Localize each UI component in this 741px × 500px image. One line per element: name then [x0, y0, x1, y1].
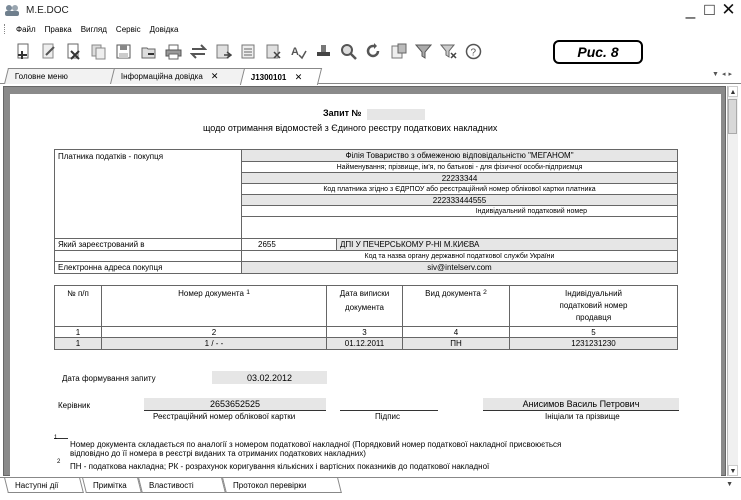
footnote-1-line-1: Номер документа складається по аналогії з номером податкової накладної (Порядковий номер податкової накладної присвоюється	[70, 440, 562, 449]
window-controls	[682, 0, 737, 20]
new-document-icon[interactable]	[14, 42, 33, 61]
head-label: Керівник	[58, 401, 90, 410]
search-icon[interactable]	[339, 42, 358, 61]
spellcheck-icon[interactable]	[289, 42, 308, 61]
row-doc-num[interactable]: 1 / - -	[101, 337, 327, 350]
form-date-label: Дата формування запиту	[62, 374, 156, 383]
col-header-date	[326, 285, 403, 327]
authority-caption: Код та назва органу державної податкової служби України	[241, 250, 678, 262]
print-icon[interactable]	[164, 42, 183, 61]
row-date[interactable]: 01.12.2011	[326, 337, 403, 350]
row-ipn[interactable]: 1231231230	[509, 337, 678, 350]
edrpou-caption: Код платника згідно з ЄДРПОУ або реєстраційний номер облікової картки платника	[241, 183, 678, 195]
tab-navigation[interactable]: ▼◂▸	[712, 71, 735, 78]
delete-document-icon[interactable]	[64, 42, 83, 61]
document-viewport	[3, 86, 726, 476]
request-title: Запит №	[323, 108, 362, 118]
edit-document-icon[interactable]	[39, 42, 58, 61]
close-tab-icon[interactable]: ✕	[294, 71, 303, 82]
ipn-caption: Індивідуальний податковий номер	[241, 205, 678, 217]
head-name-field[interactable]: Анисимов Василь Петрович	[483, 398, 679, 410]
signature-caption: Підпис	[375, 412, 400, 421]
footnote-2: ПН - податкова накладна; РК - розрахунок коригування кількісних і вартісних показників до податкової накладної	[70, 462, 490, 471]
underline	[483, 410, 679, 411]
tab-info-reference[interactable]	[110, 68, 248, 84]
header-text: продавця	[575, 313, 612, 322]
footnote-ref: 2	[483, 289, 487, 296]
app-icon	[4, 3, 20, 17]
header-text: Дата виписки	[339, 289, 390, 298]
document-tabs	[0, 66, 741, 84]
figure-label: Рис. 8	[553, 40, 643, 64]
scroll-down-icon[interactable]: ▼	[728, 465, 738, 476]
tab-label: Наступні дії	[14, 480, 59, 490]
registered-label: Який зареєстрований в	[54, 238, 242, 251]
header-text: Індивідуальний	[564, 289, 623, 298]
export-icon[interactable]	[389, 42, 408, 61]
maximize-button[interactable]: □	[704, 0, 715, 19]
request-subtitle: щодо отримання відомостей з Єдиного реєстру податкових накладних	[203, 123, 498, 133]
document-page	[10, 94, 721, 477]
row-type[interactable]: ПН	[402, 337, 510, 350]
footnote-1-line-2: відповідно до її номера в реєстрі виданих та отриманих податкових накладних)	[70, 449, 366, 458]
tab-next-actions[interactable]	[4, 478, 84, 493]
tab-label: Протокол перевірки	[232, 480, 307, 490]
help-icon[interactable]	[464, 42, 483, 61]
menu-file[interactable]: Файл	[16, 24, 36, 34]
scroll-up-icon[interactable]: ▲	[728, 86, 738, 97]
header-text: документа	[344, 303, 384, 312]
menu-view[interactable]: Вигляд	[80, 24, 107, 34]
col-number: 4	[402, 326, 510, 338]
email-label: Електронна адреса покупця	[54, 261, 242, 274]
menu-grip	[4, 24, 7, 34]
tab-properties[interactable]	[138, 478, 226, 493]
authority-name-field[interactable]: ДПІ У ПЕЧЕРСЬКОМУ Р-НІ М.КИЄВА	[336, 238, 678, 251]
row-num: 1	[54, 337, 102, 350]
col-header-doc-num	[101, 285, 327, 327]
signature-line	[340, 410, 438, 411]
sign-icon[interactable]	[214, 42, 233, 61]
stamp-icon[interactable]	[314, 42, 333, 61]
edrpou-field[interactable]: 22233344	[241, 172, 678, 184]
tab-label: Примітка	[92, 480, 127, 490]
list-icon[interactable]	[239, 42, 258, 61]
clear-filter-icon[interactable]	[439, 42, 458, 61]
col-header-type	[402, 285, 510, 327]
col-number: 3	[326, 326, 403, 338]
head-card-caption: Реєстраційний номер облікової картки	[153, 412, 296, 421]
tab-check-protocol[interactable]	[222, 478, 342, 493]
close-button[interactable]: ✕	[721, 0, 736, 19]
menu-help[interactable]: Довідка	[149, 24, 179, 34]
refresh-icon[interactable]	[364, 42, 383, 61]
col-number: 1	[54, 326, 102, 338]
header-text: Вид документа	[425, 289, 481, 298]
copy-icon[interactable]	[89, 42, 108, 61]
open-icon[interactable]	[139, 42, 158, 61]
header-text: Номер документа	[178, 289, 244, 298]
ipn-field[interactable]: 222333444555	[241, 194, 678, 206]
bottom-panel-dropdown-icon[interactable]: ▼	[726, 481, 733, 488]
col-header-num: № п/п	[54, 285, 102, 327]
buyer-label: Платника податків - покупця	[54, 149, 242, 239]
menu-bar	[0, 22, 741, 36]
underline	[144, 410, 326, 411]
buyer-name-field[interactable]: Філія Товариство з обмеженою відповідальністю "МЕГАНОМ"	[241, 149, 678, 162]
svg-text:A: A	[291, 45, 299, 58]
filter-icon[interactable]	[414, 42, 433, 61]
tab-label: Властивості	[148, 480, 194, 490]
footnote-ref: 1	[246, 289, 250, 296]
col-header-ipn	[509, 285, 678, 327]
title-bar	[0, 0, 741, 20]
svg-text:?: ?	[470, 47, 477, 58]
scroll-thumb[interactable]	[728, 99, 737, 134]
tab-main-menu[interactable]	[4, 68, 116, 84]
head-name-caption: Ініціали та прізвище	[545, 412, 620, 421]
head-card-field[interactable]: 2653652525	[144, 398, 326, 410]
bottom-panel-tabs	[0, 477, 741, 494]
close-tab-icon[interactable]: ✕	[210, 71, 219, 81]
unsign-icon[interactable]	[264, 42, 283, 61]
window-title: M.E.DOC	[26, 4, 69, 16]
tab-note[interactable]	[82, 478, 142, 493]
footnote-mark: 1	[54, 435, 58, 441]
menu-edit[interactable]: Правка	[44, 24, 72, 34]
tab-j1300101[interactable]	[240, 68, 322, 85]
buyer-name-caption: Найменування; прізвище, ім'я, по батькові - для фізичної особи-підприємця	[241, 161, 678, 173]
save-icon[interactable]	[114, 42, 133, 61]
tab-label: Головне меню	[14, 72, 68, 81]
vertical-scrollbar[interactable]	[727, 86, 738, 476]
authority-code-field[interactable]: 2655	[241, 238, 337, 251]
col-number: 2	[101, 326, 327, 338]
send-icon[interactable]	[189, 42, 208, 61]
header-text: податковий номер	[559, 301, 628, 310]
footnote-mark: 2	[57, 459, 61, 465]
col-number: 5	[509, 326, 678, 338]
menu-service[interactable]: Сервіс	[115, 24, 141, 34]
request-number-field[interactable]	[367, 109, 425, 120]
email-field[interactable]: siv@intelserv.com	[241, 261, 678, 274]
tab-label: J1300101	[250, 72, 287, 82]
form-date-field[interactable]: 03.02.2012	[212, 371, 327, 384]
minimize-button[interactable]: _	[685, 0, 696, 19]
tab-label: Інформаційна довідка	[120, 72, 203, 81]
